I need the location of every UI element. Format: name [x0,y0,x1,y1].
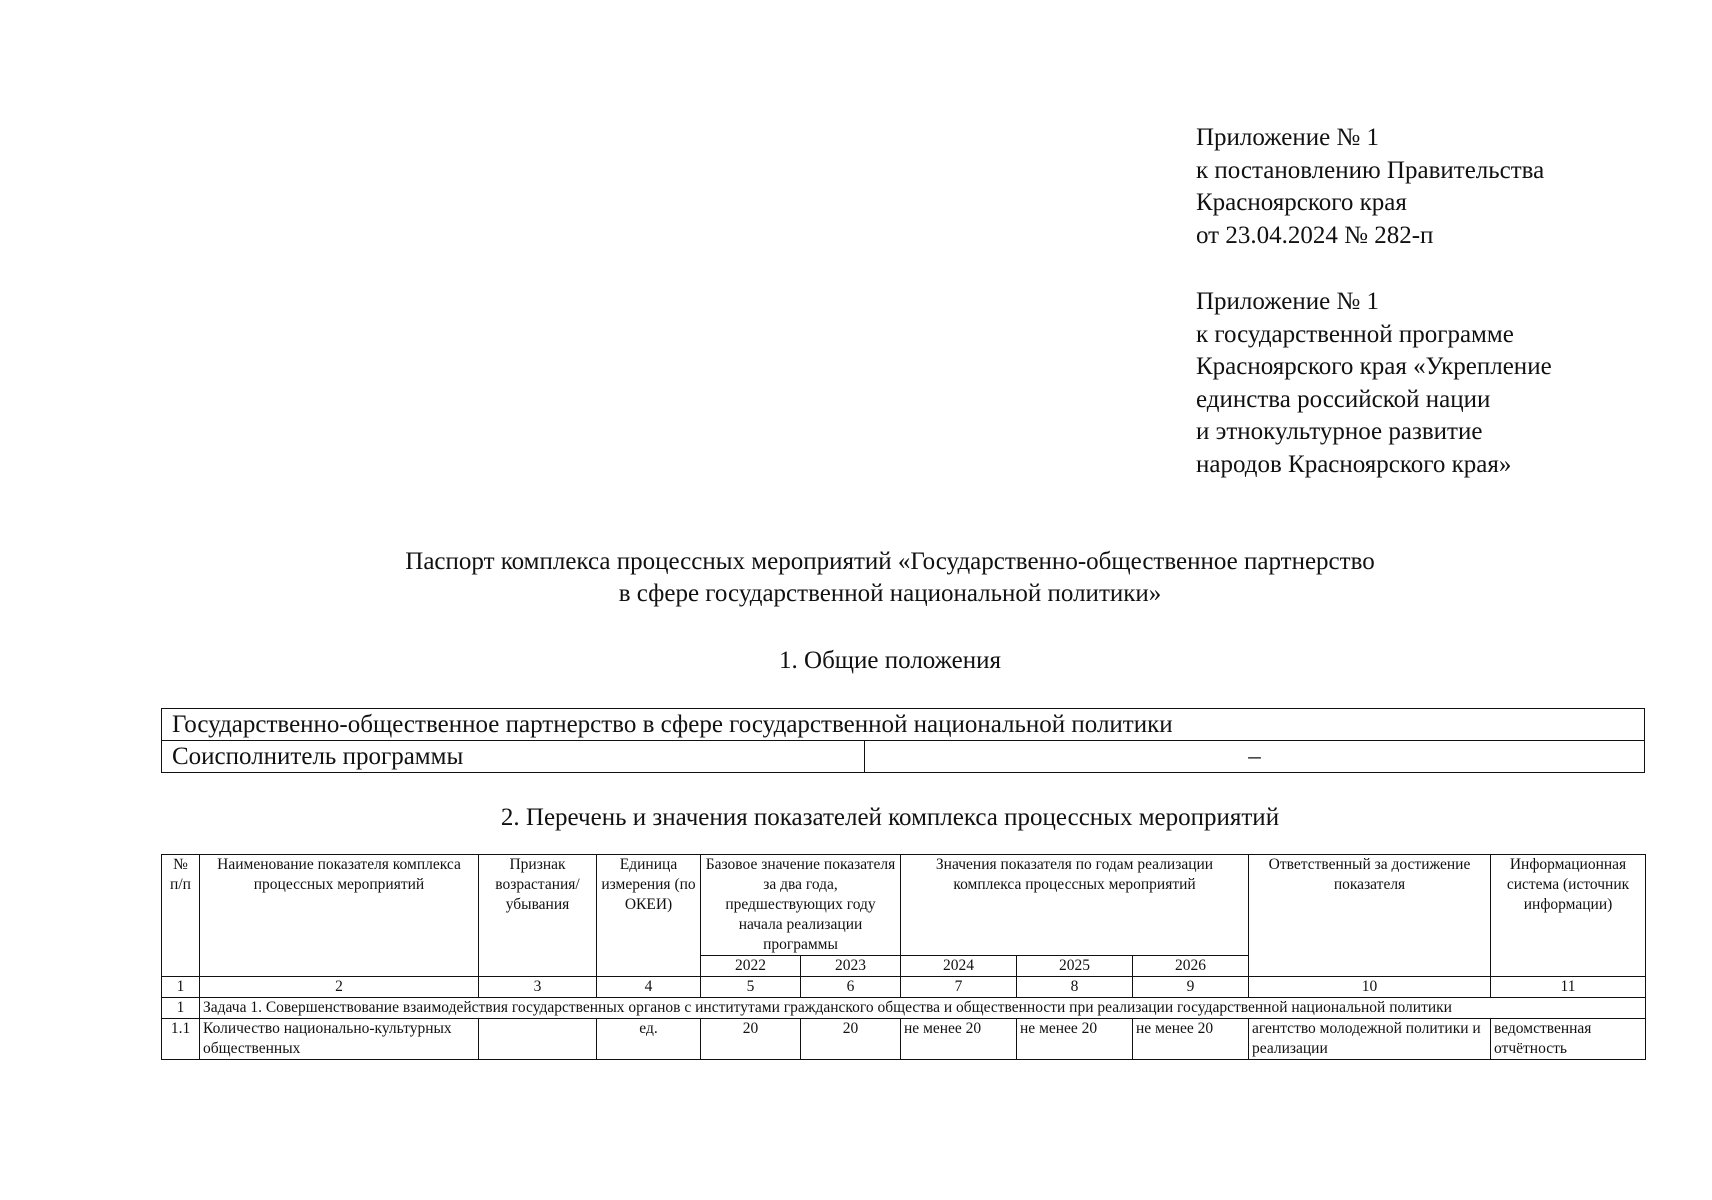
co-executor-label: Соисполнитель программы [162,741,865,773]
column-number: 6 [801,977,901,998]
base-value-2023: 20 [801,1019,901,1060]
indicator-trend [479,1019,597,1060]
header-unit: Единица измерения (по ОКЕИ) [597,855,701,977]
column-number: 9 [1133,977,1249,998]
passport-title [0,546,1712,610]
column-number: 8 [1017,977,1133,998]
header-year: 2026 [1133,956,1249,977]
passport-title-line1: Паспорт комплекса процессных мероприятий «Государственно-общественное партнерство [405,548,1375,575]
header-responsible: Ответственный за достижение показателя [1249,855,1491,977]
appendix-line: Красноярского края [1196,189,1407,216]
indicator-name: Количество национально-культурных общественных [200,1019,479,1060]
information-source: ведомственная отчётность [1491,1019,1646,1060]
task-number: 1 [162,998,200,1019]
table-row [162,709,1645,741]
plan-value-2024: не менее 20 [901,1019,1017,1060]
header-year: 2023 [801,956,901,977]
appendix-line: Красноярского края «Укрепление [1196,353,1552,380]
header-row [162,855,1646,956]
program-name-cell: Государственно-общественное партнерство в сфере государственной национальной политики [162,709,1645,741]
appendix-line: Приложение № 1 [1196,124,1380,151]
header-number: № п/п [162,855,200,977]
co-executor-value: – [865,741,1645,773]
header-year: 2024 [901,956,1017,977]
indicator-unit: ед. [597,1019,701,1060]
appendix-header-program [1196,286,1552,481]
task-text: Задача 1. Совершенствование взаимодействия государственных органов с институтами гражданского общества и общественности при реализации государственной национальной политики [200,998,1646,1019]
column-number: 10 [1249,977,1491,998]
appendix-header-resolution [1196,122,1544,252]
appendix-line: к постановлению Правительства [1196,156,1545,184]
column-number: 11 [1491,977,1646,998]
appendix-line: Приложение № 1 [1196,288,1380,315]
column-number: 5 [701,977,801,998]
column-number: 3 [479,977,597,998]
row-number: 1.1 [162,1019,200,1060]
header-yearly-values: Значения показателя по годам реализации комплекса процессных мероприятий [901,855,1249,956]
appendix-line: от 23.04.2024 № 282-п [1196,221,1434,249]
appendix-line: народов Красноярского края» [1196,450,1512,478]
general-provisions-table [161,708,1645,773]
column-number: 4 [597,977,701,998]
header-trend: Признак возрастания/ убывания [479,855,597,977]
column-number: 2 [200,977,479,998]
column-numbers-row [162,977,1646,998]
table-row [162,1019,1646,1060]
responsible-body: агентство молодежной политики и реализации [1249,1019,1491,1060]
passport-title-line2: в сфере государственной национальной политики» [618,580,1162,607]
column-number: 7 [901,977,1017,998]
plan-value-2025: не менее 20 [1017,1019,1133,1060]
plan-value-2026: не менее 20 [1133,1019,1249,1060]
header-indicator-name: Наименование показателя комплекса процессных мероприятий [200,855,479,977]
task-row [162,998,1646,1019]
header-year: 2022 [701,956,801,977]
section-1-heading: 1. Общие положения [779,647,1001,674]
appendix-line: единства российской нации [1196,385,1491,413]
header-source: Информационная система (источник информации) [1491,855,1646,977]
section-2-heading: 2. Перечень и значения показателей комплекса процессных мероприятий [500,804,1280,831]
table-row [162,741,1645,773]
indicators-table [161,854,1646,1060]
appendix-line: и этнокультурное развитие [1196,418,1483,445]
base-value-2022: 20 [701,1019,801,1060]
column-number: 1 [162,977,200,998]
header-base-value: Базовое значение показателя за два года, предшествующих году начала реализации программы [701,855,901,956]
header-year: 2025 [1017,956,1133,977]
appendix-line: к государственной программе [1196,320,1514,348]
